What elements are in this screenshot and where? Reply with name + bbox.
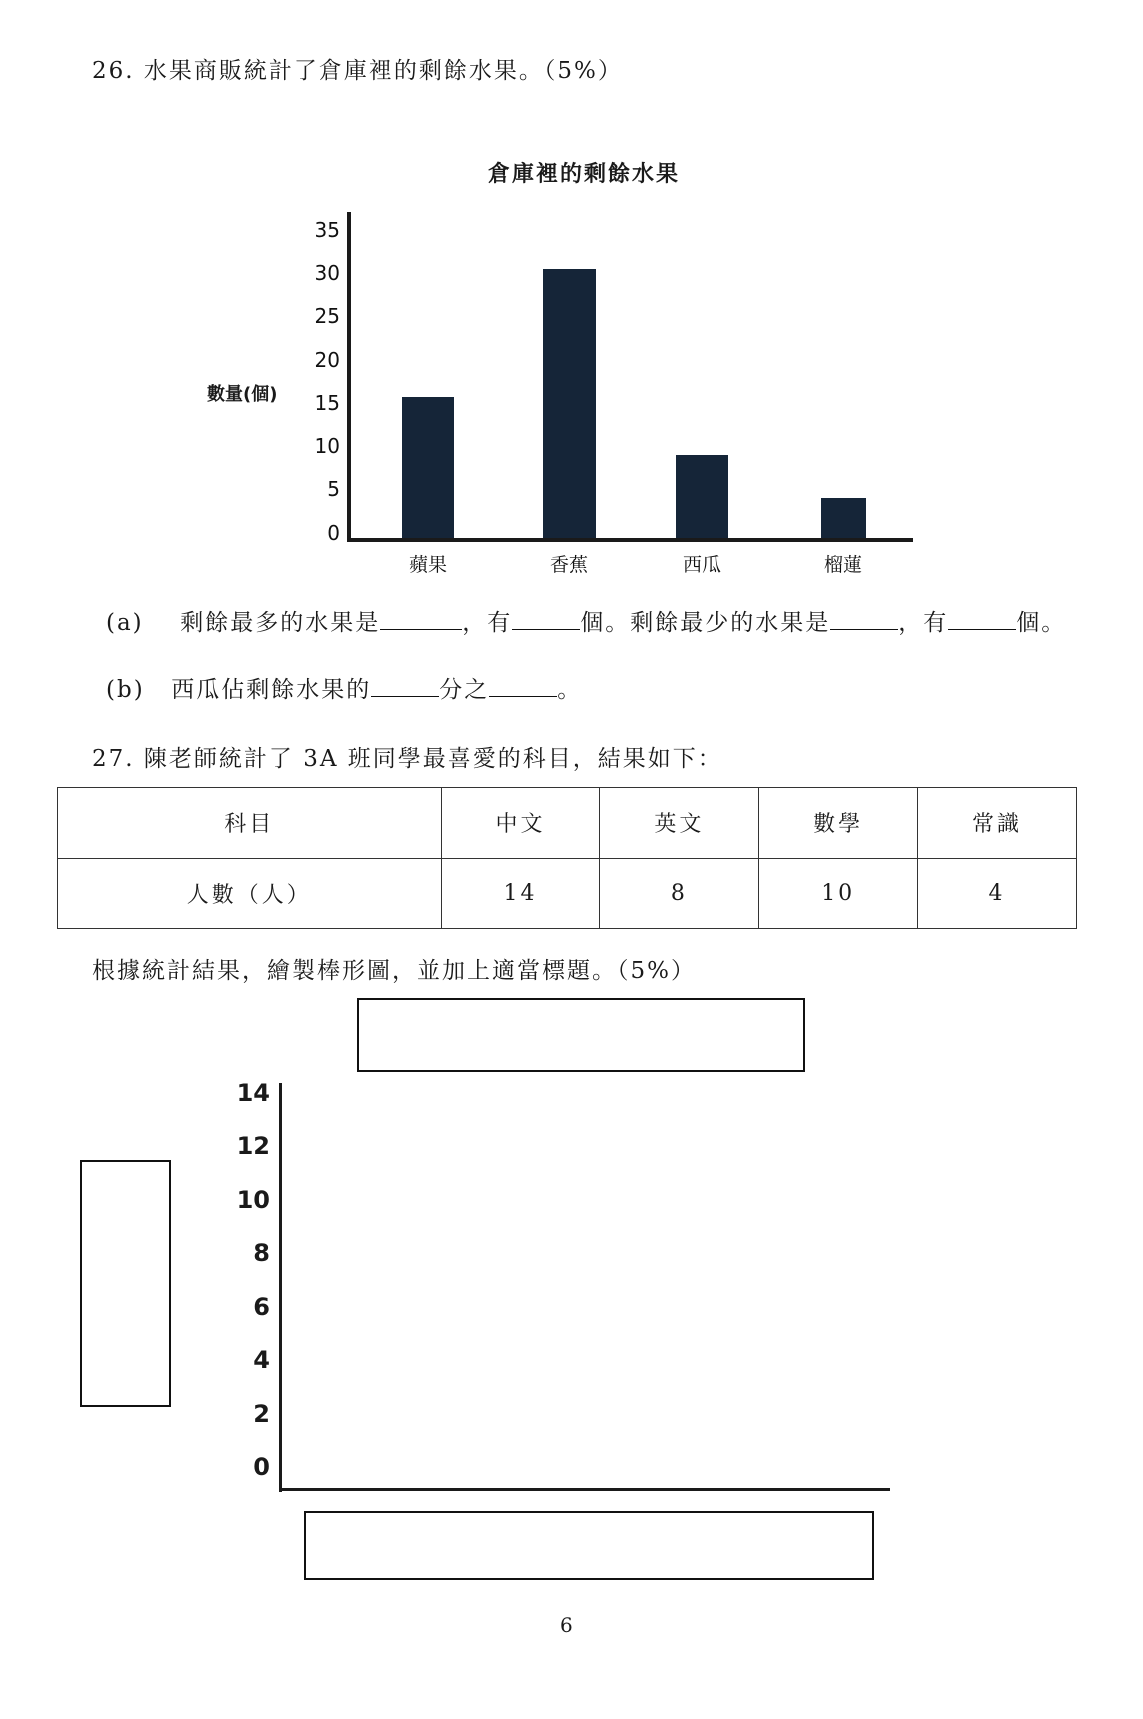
part-a-text: ，有 bbox=[898, 610, 949, 636]
table-cell: 8 bbox=[600, 858, 759, 929]
chart1-ytick: 20 bbox=[314, 348, 340, 372]
subject-table bbox=[57, 787, 1077, 929]
part-a-label: (a) bbox=[106, 610, 144, 636]
answer-blank-most-fruit[interactable] bbox=[380, 611, 462, 630]
table-cell: 10 bbox=[759, 858, 918, 929]
q27-prompt: 27. 陳老師統計了 3A 班同學最喜愛的科目，結果如下： bbox=[92, 746, 723, 772]
chart2-ytick: 4 bbox=[253, 1346, 270, 1374]
part-b-label: (b) bbox=[106, 677, 145, 703]
chart2-ytick: 12 bbox=[236, 1132, 270, 1160]
q26-prompt: 26. 水果商販統計了倉庫裡的剩餘水果。（5%） bbox=[92, 58, 623, 84]
chart1-ytick: 5 bbox=[327, 477, 340, 501]
part-a-text: 剩餘最多的水果是 bbox=[180, 610, 381, 636]
chart1-xlabel-watermelon: 西瓜 bbox=[682, 554, 721, 576]
part-b-text: 。 bbox=[557, 677, 583, 703]
table-header-cell: 英文 bbox=[600, 788, 759, 859]
answer-blank-numerator[interactable] bbox=[489, 678, 557, 697]
chart1-xlabel-apple: 蘋果 bbox=[408, 554, 447, 576]
table-header-cell: 中文 bbox=[441, 788, 600, 859]
chart1-ytick: 35 bbox=[314, 218, 340, 242]
chart2-x-axis bbox=[279, 1488, 890, 1491]
q27-instruction: 根據統計結果，繪製棒形圖，並加上適當標題。（5%） bbox=[92, 958, 696, 984]
table-cell: 4 bbox=[918, 858, 1077, 929]
table-cell: 14 bbox=[441, 858, 600, 929]
part-a-text: 個。 bbox=[1016, 610, 1067, 636]
part-b-text: 分之 bbox=[439, 677, 490, 703]
chart1-ylabel: 數量(個) bbox=[207, 384, 278, 405]
page-number: 6 bbox=[560, 1613, 573, 1637]
chart1-xlabel-durian: 榴蓮 bbox=[823, 554, 862, 576]
chart1-ytick: 15 bbox=[314, 391, 340, 415]
chart2-ytick: 10 bbox=[236, 1186, 270, 1214]
chart1-bar-apple bbox=[402, 397, 454, 538]
table-header-cell: 數學 bbox=[759, 788, 918, 859]
chart1-xlabel-banana: 香蕉 bbox=[549, 554, 588, 576]
chart2-y-axis bbox=[279, 1083, 282, 1492]
answer-blank-least-fruit[interactable] bbox=[830, 611, 898, 630]
y-axis-label-answer-box[interactable] bbox=[80, 1160, 171, 1407]
table-header-row bbox=[58, 788, 1077, 859]
chart2-ytick: 0 bbox=[253, 1453, 270, 1481]
answer-blank-denominator[interactable] bbox=[371, 678, 439, 697]
part-a-text: 個。剩餘最少的水果是 bbox=[580, 610, 831, 636]
q26-part-a bbox=[106, 604, 1066, 637]
table-cell: 人數（人） bbox=[58, 858, 442, 929]
chart1-bar-banana bbox=[543, 269, 596, 538]
table-header-cell: 科目 bbox=[58, 788, 442, 859]
chart2-ytick: 8 bbox=[253, 1239, 270, 1267]
answer-blank-least-count[interactable] bbox=[948, 611, 1016, 630]
x-axis-label-answer-box[interactable] bbox=[304, 1511, 874, 1580]
chart1-x-axis bbox=[347, 538, 913, 542]
answer-blank-most-count[interactable] bbox=[512, 611, 580, 630]
chart1-title: 倉庫裡的剩餘水果 bbox=[488, 162, 681, 187]
chart1-ytick: 25 bbox=[314, 304, 340, 328]
chart2-ytick: 6 bbox=[253, 1293, 270, 1321]
chart1-ytick: 0 bbox=[327, 521, 340, 545]
chart2-ytick: 14 bbox=[236, 1079, 270, 1107]
part-a-text: ，有 bbox=[462, 610, 513, 636]
table-row bbox=[58, 858, 1077, 929]
chart1-y-axis bbox=[347, 212, 351, 542]
chart1-ytick: 30 bbox=[314, 261, 340, 285]
chart1-bar-watermelon bbox=[676, 455, 728, 538]
table-header-cell: 常識 bbox=[918, 788, 1077, 859]
chart1-ytick: 10 bbox=[314, 434, 340, 458]
chart2-ytick: 2 bbox=[253, 1400, 270, 1428]
chart-title-answer-box[interactable] bbox=[357, 998, 805, 1072]
q26-part-b bbox=[106, 671, 582, 704]
part-b-text: 西瓜佔剩餘水果的 bbox=[171, 677, 372, 703]
chart1-bar-durian bbox=[821, 498, 866, 538]
